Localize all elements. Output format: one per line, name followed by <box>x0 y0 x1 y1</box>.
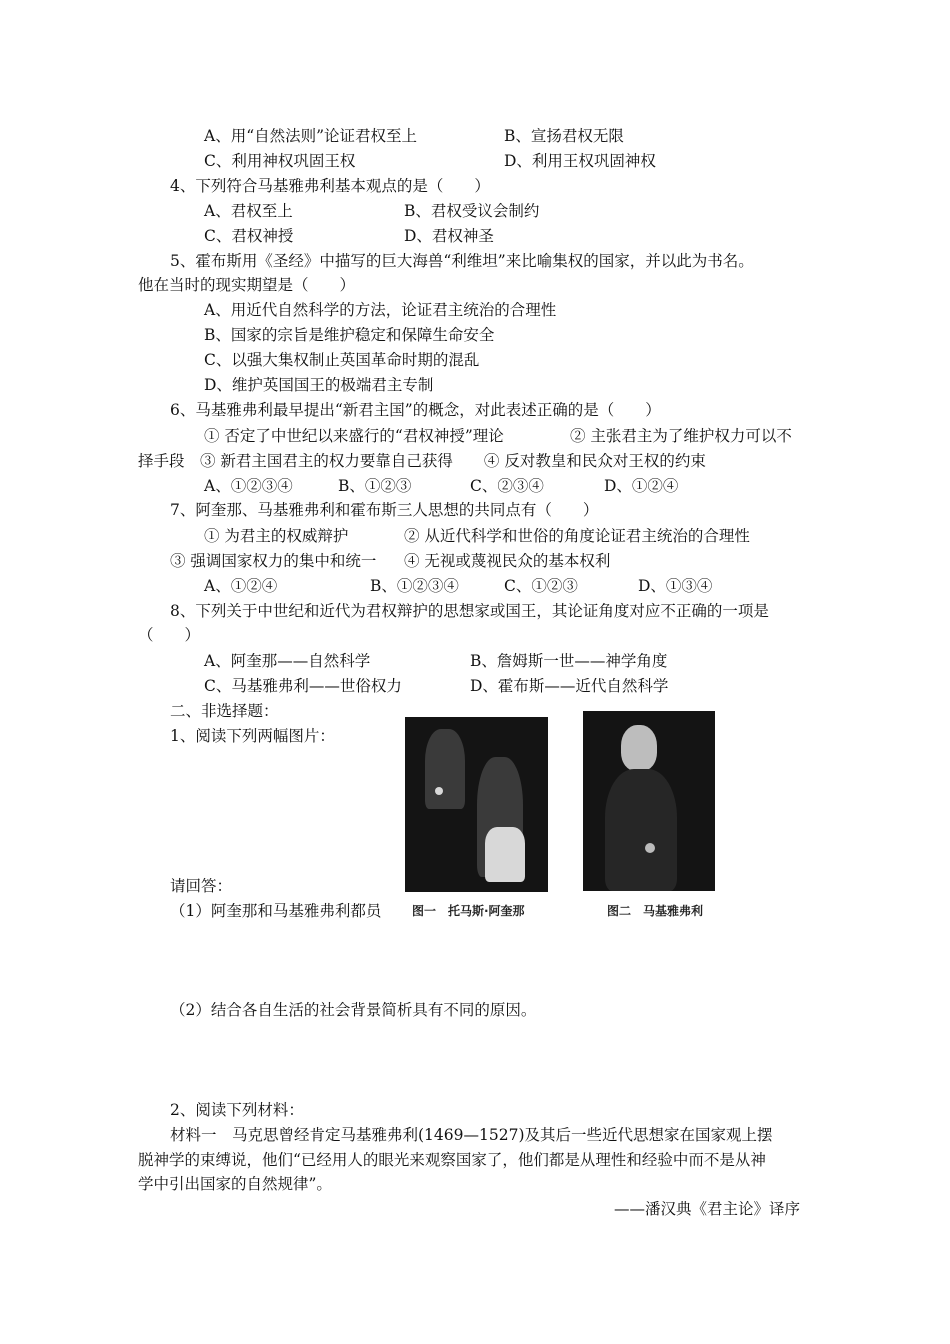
q5-stem-line2: 他在当时的现实期望是（ ） <box>138 276 356 294</box>
q4-option-b: B、君权受议会制约 <box>404 202 540 220</box>
q6-option-d: D、①②④ <box>604 477 679 495</box>
q4-option-d: D、君权神圣 <box>404 227 494 245</box>
q7-option-a: A、①②④ <box>204 577 278 595</box>
q5-option-b: B、国家的宗旨是维护稳定和保障生命安全 <box>204 326 495 344</box>
q3-option-b: B、宣扬君权无限 <box>504 127 624 145</box>
q7-item1: ① 为君主的权威辩护 <box>204 527 349 545</box>
material1-source: ——潘汉典《君主论》译序 <box>614 1200 801 1218</box>
q4-stem: 4、下列符合马基雅弗利基本观点的是（ ） <box>170 177 490 195</box>
q7-stem: 7、阿奎那、马基雅弗利和霍布斯三人思想的共同点有（ ） <box>170 501 599 519</box>
q5-stem-line1: 5、霍布斯用《圣经》中描写的巨大海兽“利维坦”来比喻集权的国家，并以此为书名。 <box>170 252 754 270</box>
aquinas-portrait-image <box>405 717 548 892</box>
q3-option-a: A、用“自然法则”论证君权至上 <box>204 127 418 145</box>
q6-option-c: C、②③④ <box>470 477 544 495</box>
q3-option-c: C、利用神权巩固王权 <box>204 152 356 170</box>
q7-item2: ② 从近代科学和世俗的角度论证君主统治的合理性 <box>404 527 750 545</box>
machiavelli-portrait-image <box>583 711 715 891</box>
q6-option-a: A、①②③④ <box>204 477 293 495</box>
q8-option-d: D、霍布斯——近代自然科学 <box>470 677 669 695</box>
q4-option-a: A、君权至上 <box>204 202 293 220</box>
q7-option-b: B、①②③④ <box>370 577 459 595</box>
q8-option-c: C、马基雅弗利——世俗权力 <box>204 677 402 695</box>
q2-2-stem: 2、阅读下列材料： <box>170 1101 304 1119</box>
figure2-caption: 图二 马基雅弗利 <box>607 904 704 918</box>
q7-option-d: D、①③④ <box>638 577 713 595</box>
q5-option-c: C、以强大集权制止英国革命时期的混乱 <box>204 351 480 369</box>
q6-item2: ② 主张君主为了维护权力可以不 <box>570 427 792 445</box>
q5-option-d: D、维护英国国王的极端君主专制 <box>204 376 434 394</box>
please-answer: 请回答： <box>170 877 233 895</box>
q8-option-b: B、詹姆斯一世——神学角度 <box>470 652 668 670</box>
q8-stem-line1: 8、下列关于中世纪和近代为君权辩护的思想家或国王，其论证角度对应不正确的一项是 <box>170 602 769 620</box>
q7-option-c: C、①②③ <box>504 577 578 595</box>
q5-option-a: A、用近代自然科学的方法，论证君主统治的合理性 <box>204 301 557 319</box>
q7-item4: ④ 无视或蔑视民众的基本权利 <box>404 552 611 570</box>
q3-option-d: D、利用王权巩固神权 <box>504 152 656 170</box>
material1-line3: 学中引出国家的自然规律”。 <box>138 1175 332 1193</box>
q6-line2: 择手段 ③ 新君主国君主的权力要靠自己获得 ④ 反对教皇和民众对王权的约束 <box>138 452 706 470</box>
section2-title: 二、非选择题： <box>170 702 279 720</box>
q6-option-b: B、①②③ <box>338 477 412 495</box>
q2-1-sub2: （2）结合各自生活的社会背景简析具有不同的原因。 <box>170 1001 537 1019</box>
material1-line2: 脱神学的束缚说，他们“已经用人的眼光来观察国家了，他们都是从理性和经验中而不是从神 <box>138 1151 766 1169</box>
q8-option-a: A、阿奎那——自然科学 <box>204 652 371 670</box>
q2-1-stem: 1、阅读下列两幅图片： <box>170 727 335 745</box>
q2-1-sub1: （1）阿奎那和马基雅弗利都员 <box>170 902 382 920</box>
q6-stem: 6、马基雅弗利最早提出“新君主国”的概念，对此表述正确的是（ ） <box>170 401 661 419</box>
figure1-caption: 图一 托马斯·阿奎那 <box>412 904 525 918</box>
q6-item1: ① 否定了中世纪以来盛行的“君权神授”理论 <box>204 427 504 445</box>
material1-line1: 材料一 马克思曾经肯定马基雅弗利(1469—1527)及其后一些近代思想家在国家观上摆 <box>170 1126 773 1144</box>
q7-item3: ③ 强调国家权力的集中和统一 <box>170 552 377 570</box>
q8-stem-line2: （ ） <box>138 626 201 644</box>
q4-option-c: C、君权神授 <box>204 227 294 245</box>
